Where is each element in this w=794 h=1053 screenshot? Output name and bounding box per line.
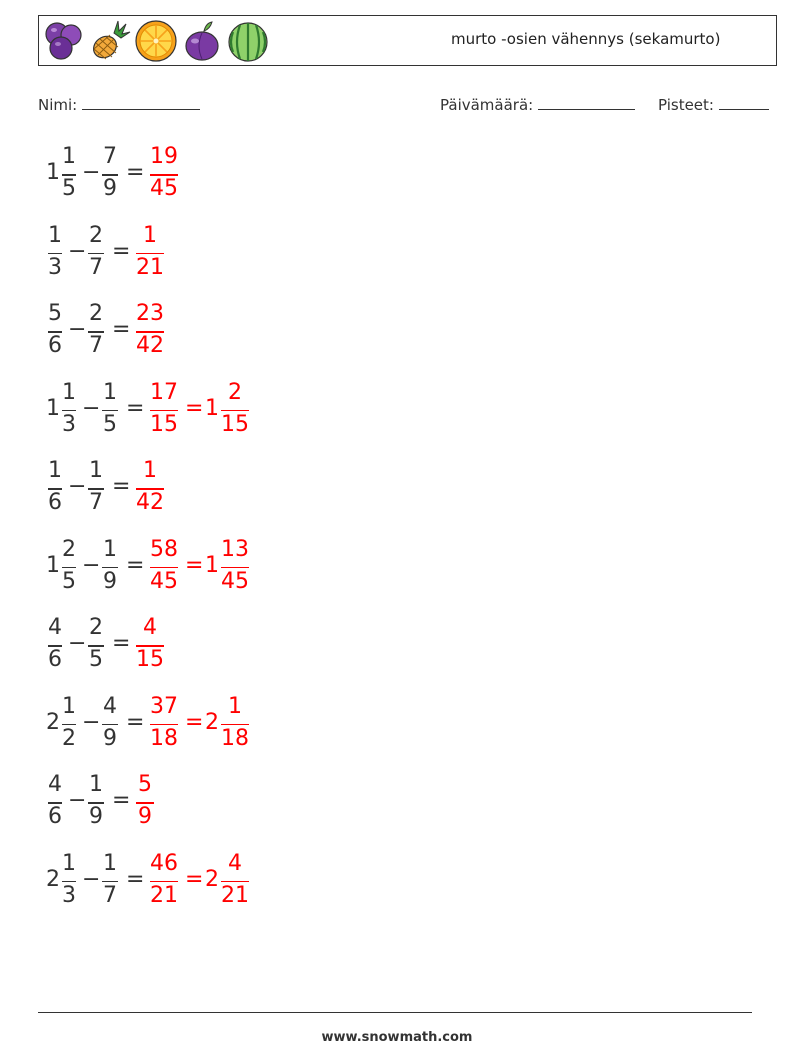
- whole-number: 2: [46, 709, 60, 735]
- plum-icon: [42, 19, 86, 63]
- minus-sign: −: [82, 395, 101, 421]
- denominator: 3: [62, 411, 76, 437]
- equals-sign: =: [112, 788, 131, 813]
- orange-slice-icon: [134, 19, 178, 63]
- minus-sign: −: [82, 709, 101, 735]
- denominator: 15: [221, 411, 249, 437]
- numerator: 17: [150, 379, 178, 405]
- date-label: Päivämäärä:: [440, 96, 534, 114]
- fraction-bar: [221, 567, 249, 569]
- score-blank[interactable]: [719, 95, 769, 110]
- numerator: 46: [150, 850, 178, 876]
- numerator: 1: [103, 850, 117, 876]
- numerator: 1: [89, 772, 103, 797]
- answer-whole-number: 2: [205, 709, 219, 735]
- denominator: 45: [150, 568, 178, 594]
- fraction-bar: [48, 253, 62, 255]
- equals-sign: =: [185, 395, 204, 421]
- numerator: 1: [228, 693, 242, 719]
- answer-whole-number: 1: [205, 552, 219, 578]
- problem-row: [46, 773, 466, 833]
- denominator: 15: [150, 411, 178, 437]
- denominator: 6: [48, 490, 62, 515]
- minus-sign: −: [82, 160, 101, 185]
- denominator: 7: [103, 882, 117, 908]
- fraction-bar: [221, 881, 249, 883]
- numerator: 4: [103, 693, 117, 719]
- minus-sign: −: [68, 788, 87, 813]
- whole-number: 1: [46, 160, 60, 185]
- numerator: 2: [89, 222, 103, 248]
- problem-row: [46, 459, 466, 519]
- worksheet-header: [38, 15, 777, 66]
- denominator: 9: [89, 804, 103, 829]
- equals-sign: =: [112, 317, 131, 342]
- fraction-bar: [62, 410, 76, 412]
- problem-row: [46, 538, 466, 598]
- name-field: [38, 95, 200, 114]
- equals-sign: =: [112, 631, 131, 656]
- denominator: 42: [136, 490, 164, 515]
- numerator: 1: [103, 379, 117, 405]
- numerator: 1: [62, 693, 76, 719]
- fraction-bar: [150, 410, 178, 412]
- problem-row: [46, 145, 466, 205]
- numerator: 1: [62, 850, 76, 876]
- plum-icon: [180, 19, 224, 63]
- denominator: 21: [221, 882, 249, 908]
- denominator: 6: [48, 333, 62, 358]
- numerator: 19: [150, 144, 178, 169]
- watermelon-icon: [226, 19, 270, 63]
- fraction-bar: [102, 567, 118, 569]
- problem-row: [46, 224, 466, 284]
- equals-sign: =: [185, 709, 204, 735]
- problem-row: [46, 616, 466, 676]
- denominator: 15: [136, 647, 164, 672]
- denominator: 3: [48, 254, 62, 280]
- numerator: 5: [138, 772, 152, 797]
- fraction-bar: [102, 881, 118, 883]
- fraction-bar: [136, 253, 164, 255]
- numerator: 2: [62, 536, 76, 562]
- numerator: 1: [89, 458, 103, 483]
- numerator: 1: [48, 222, 62, 248]
- denominator: 7: [89, 490, 103, 515]
- fraction-bar: [62, 724, 76, 726]
- equals-sign: =: [112, 238, 131, 264]
- denominator: 5: [89, 647, 103, 672]
- denominator: 9: [103, 176, 117, 201]
- minus-sign: −: [68, 317, 87, 342]
- equals-sign: =: [126, 866, 145, 892]
- numerator: 2: [89, 301, 103, 326]
- fraction-bar: [221, 724, 249, 726]
- numerator: 37: [150, 693, 178, 719]
- whole-number: 2: [46, 866, 60, 892]
- answer-whole-number: 1: [205, 395, 219, 421]
- fraction-bar: [102, 410, 118, 412]
- whole-number: 1: [46, 552, 60, 578]
- numerator: 1: [143, 222, 157, 248]
- numerator: 4: [48, 615, 62, 640]
- denominator: 18: [150, 725, 178, 751]
- fraction-bar: [62, 881, 76, 883]
- denominator: 21: [136, 254, 164, 280]
- denominator: 9: [103, 568, 117, 594]
- equals-sign: =: [126, 160, 145, 185]
- numerator: 1: [48, 458, 62, 483]
- fraction-bar: [62, 567, 76, 569]
- numerator: 58: [150, 536, 178, 562]
- fraction-bar: [150, 724, 178, 726]
- denominator: 18: [221, 725, 249, 751]
- equals-sign: =: [126, 395, 145, 421]
- problem-row: [46, 852, 466, 912]
- numerator: 1: [103, 536, 117, 562]
- equals-sign: =: [126, 552, 145, 578]
- minus-sign: −: [82, 552, 101, 578]
- denominator: 21: [150, 882, 178, 908]
- fraction-bar: [150, 567, 178, 569]
- minus-sign: −: [82, 866, 101, 892]
- numerator: 4: [48, 772, 62, 797]
- name-label: Nimi:: [38, 96, 78, 114]
- minus-sign: −: [68, 474, 87, 499]
- denominator: 9: [138, 804, 152, 829]
- numerator: 4: [228, 850, 242, 876]
- denominator: 42: [136, 333, 164, 358]
- equals-sign: =: [185, 552, 204, 578]
- numerator: 1: [62, 144, 76, 169]
- fraction-bar: [150, 881, 178, 883]
- minus-sign: −: [68, 631, 87, 656]
- denominator: 6: [48, 647, 62, 672]
- denominator: 9: [103, 725, 117, 751]
- denominator: 45: [221, 568, 249, 594]
- denominator: 2: [62, 725, 76, 751]
- footer-divider: [38, 1012, 752, 1013]
- score-field: [658, 95, 769, 114]
- equals-sign: =: [112, 474, 131, 499]
- date-blank[interactable]: [538, 95, 635, 110]
- numerator: 13: [221, 536, 249, 562]
- pineapple-icon: [88, 19, 132, 63]
- equals-sign: =: [185, 866, 204, 892]
- denominator: 5: [103, 411, 117, 437]
- fraction-bar: [102, 724, 118, 726]
- problem-row: [46, 302, 466, 362]
- numerator: 1: [62, 379, 76, 405]
- denominator: 7: [89, 333, 103, 358]
- whole-number: 1: [46, 395, 60, 421]
- denominator: 5: [62, 176, 76, 201]
- footer-url: www.snowmath.com: [321, 1030, 473, 1045]
- numerator: 1: [143, 458, 157, 483]
- denominator: 3: [62, 882, 76, 908]
- equals-sign: =: [126, 709, 145, 735]
- numerator: 23: [136, 301, 164, 326]
- problem-row: [46, 695, 466, 755]
- score-label: Pisteet:: [658, 96, 714, 114]
- numerator: 7: [103, 144, 117, 169]
- numerator: 5: [48, 301, 62, 326]
- fraction-bar: [221, 410, 249, 412]
- denominator: 45: [150, 176, 178, 201]
- denominator: 7: [89, 254, 103, 280]
- worksheet-title: murto -osien vähennys (sekamurto): [451, 30, 721, 48]
- date-field: [440, 95, 635, 114]
- numerator: 2: [228, 379, 242, 405]
- fraction-bar: [88, 253, 104, 255]
- minus-sign: −: [68, 238, 87, 264]
- denominator: 5: [62, 568, 76, 594]
- numerator: 2: [89, 615, 103, 640]
- name-blank[interactable]: [82, 95, 200, 110]
- denominator: 6: [48, 804, 62, 829]
- problem-row: [46, 381, 466, 441]
- answer-whole-number: 2: [205, 866, 219, 892]
- numerator: 4: [143, 615, 157, 640]
